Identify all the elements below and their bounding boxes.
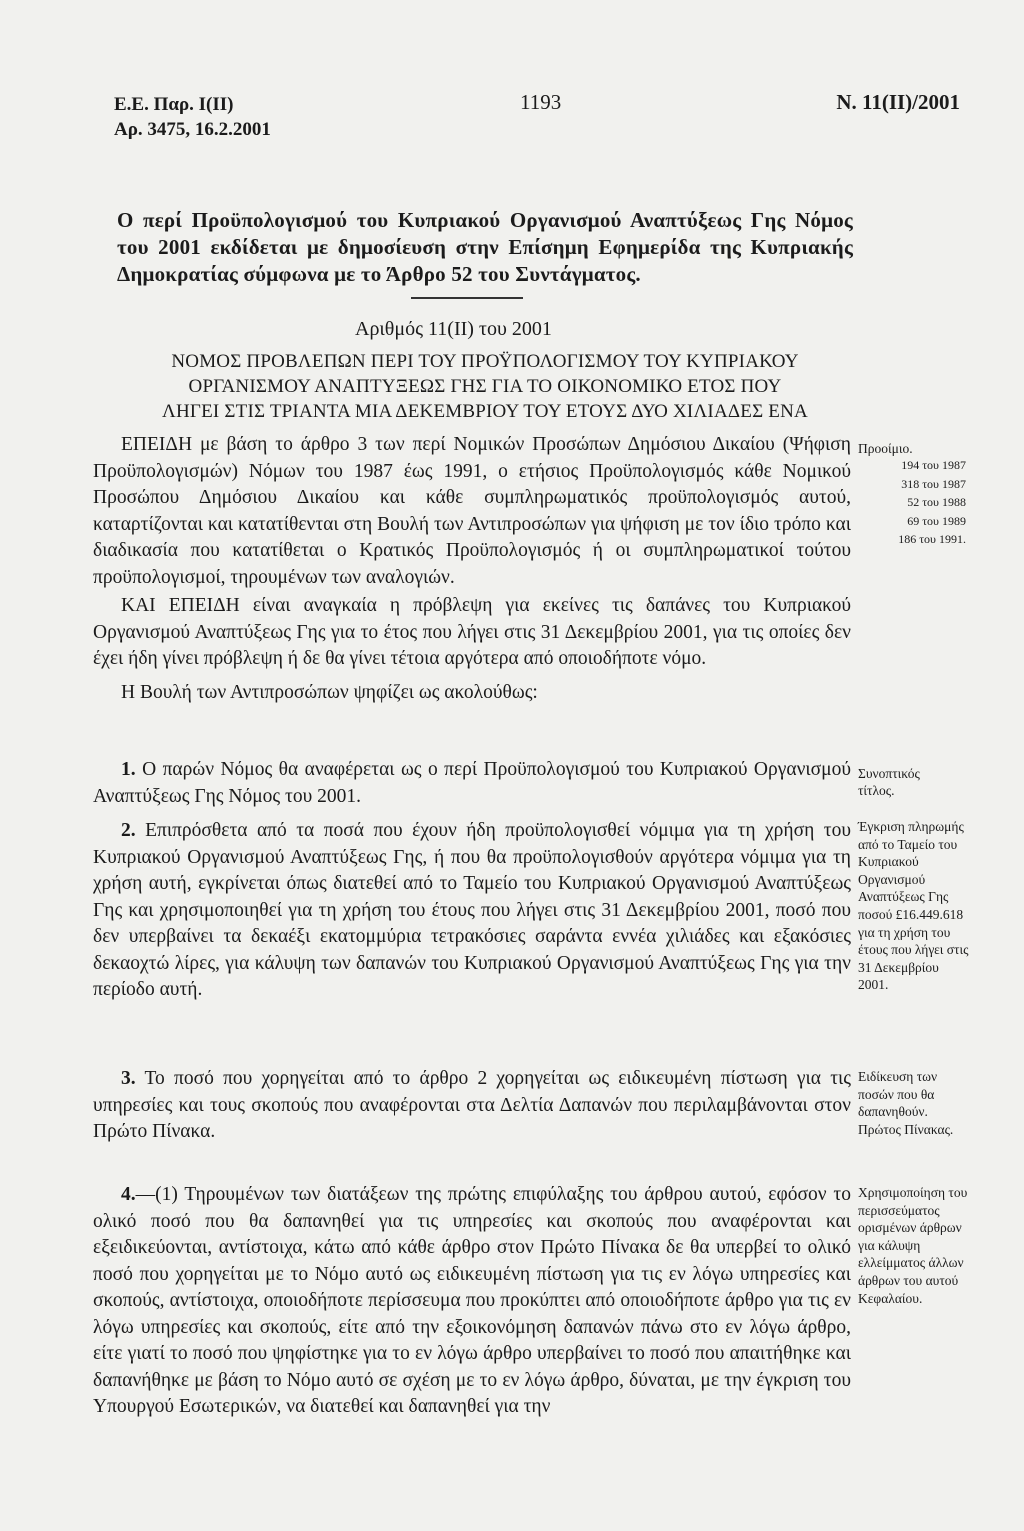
law-ref: 52 του 1988 [907,495,966,509]
law-ref: 194 του 1987 [901,458,966,472]
law-ref: 186 του 1991. [898,532,966,546]
gazette-issue: Αρ. 3475, 16.2.2001 [114,119,271,140]
margin-note-approval: Έγκριση πληρωμής από το Ταμείο του Κυπριακού Οργανισμού Αναπτύξεως Γης ποσού £16.449.618 για τη χρήση του έτους που λήγει στις 31 Δεκεμβρίου 2001. [858,819,969,993]
preamble [93,432,851,706]
law-reference: Ν. 11(ΙΙ)/2001 [836,90,960,114]
law-title-line: ΝΟΜΟΣ ΠΡΟΒΛΕΠΩΝ ΠΕΡΙ ΤΟΥ ΠΡΟΫΠΟΛΟΓΙΣΜΟΥ ΤΟΥ ΚΥΠΡΙΑΚΟΥ [171,351,799,372]
section-number: 3. [121,1068,136,1089]
gazette-reference [114,92,271,142]
divider [411,297,523,299]
margin-note-short-title: Συνοπτικός τίτλος. [858,766,920,798]
page-number: 1193 [520,90,562,114]
enacting-clause: Η Βουλή των Αντιπροσώπων ψηφίζει ως ακολούθως: [121,681,538,703]
law-ref: 318 του 1987 [901,476,966,491]
section-3 [93,1066,851,1146]
law-ref: 69 του 1989 [907,513,966,528]
margin-note-specialisation: Ειδίκευση των ποσών που θα δαπανηθούν. Πρώτος Πίνακας. [858,1069,954,1137]
section-number: 4. [121,1184,136,1205]
law-number: Αριθμός 11(ΙΙ) του 2001 [355,318,552,340]
preamble-paragraph-2: ΚΑΙ ΕΠΕΙΔΗ είναι αναγκαία η πρόβλεψη για εκείνες τις δαπάνες του Κυπριακού Οργανισμού Αναπτύξεως Γης για το έτος που λήγει στις 31 Δεκεμβρίου 2001, για τις οποίες δεν έχει ήδη γίνει πρόβλεψη ή δε θα γίνει τέτοια αργότερα από οποιοδήποτε νόμο. [93,595,851,669]
gazette-supplement: Ε.Ε. Παρ. Ι(ΙΙ) [114,94,234,115]
section-4 [93,1182,851,1421]
law-title-line: ΟΡΓΑΝΙΣΜΟΥ ΑΝΑΠΤΥΞΕΩΣ ΓΗΣ ΓΙΑ ΤΟ ΟΙΚΟΝΟΜΙΚΟ ΕΤΟΣ ΠΟΥ [188,376,782,397]
law-title-line: ΛΗΓΕΙ ΣΤΙΣ ΤΡΙΑΝΤΑ ΜΙΑ ΔΕΚΕΜΒΡΙΟΥ ΤΟΥ ΕΤΟΥΣ ΔΥΟ ΧΙΛΙΑΔΕΣ ΕΝΑ [162,401,808,422]
margin-note-surplus: Χρησιμοποίηση του περισσεύματος ορισμένων άρθρων για κάλυψη ελλείμματος άλλων άρθρων του αυτού Κεφαλαίου. [858,1185,968,1306]
preamble-paragraph-1: ΕΠΕΙΔΗ με βάση το άρθρο 3 των περί Νομικών Προσώπων Δημόσιου Δικαίου (Ψήφιση Προϋπολογισμών) Νόμων του 1987 έως 1991, ο ετήσιος Προϋπολογισμός κάθε Νομικού Προσώπου Δημόσιου Δικαίου και κάθε συμπληρωματικός προϋπολογισμός αυτού, καταρτίζονται και κατατίθενται στη Βουλή των Αντιπροσώπων για ψήφιση με τον ίδιο τρόπο και διαδικασία που κατατίθεται ο Κρατικός Προϋπολογισμός ή οι συμπληρωματικοί τούτου προϋπολογισμοί, τηρουμένων των αναλογιών. [93,434,851,588]
section-text: Ο παρών Νόμος θα αναφέρεται ως ο περί Προϋπολογισμού του Κυπριακού Οργανισμού Αναπτύξεως Γης Νόμος του 2001. [93,759,851,807]
section-number: 1. [121,759,136,780]
section-1 [93,757,851,810]
section-number: 2. [121,820,136,841]
law-title [116,349,854,424]
publication-notice: Ο περί Προϋπολογισμού του Κυπριακού Οργανισμού Αναπτύξεως Γης Νόμος του 2001 εκδίδεται με δημοσίευση στην Επίσημη Εφημερίδα της Κυπριακής Δημοκρατίας σύμφωνα με το Άρθρο 52 του Συντάγματος. [117,208,853,286]
section-text: Το ποσό που χορηγείται από το άρθρο 2 χορηγείται ως ειδικευμένη πίστωση για τις υπηρεσίες και τους σκοπούς που αναφέρονται στα Δελτία Δαπανών που περιλαμβάνονται στον Πρώτο Πίνακα. [93,1068,851,1142]
margin-note-law-refs [868,456,966,549]
section-2 [93,818,851,1004]
section-text: —(1) Τηρουμένων των διατάξεων της πρώτης επιφύλαξης του άρθρου αυτού, εφόσον το ολικό ποσό που θα δαπανηθεί για τις υπηρεσίες και σκοπούς που αναφέρονται και εξειδικεύονται, αντίστοιχα, κάτω από κάθε άρθρο στον Πρώτο Πίνακα δε θα υπερβεί το ολικό ποσό που χορηγείται με το Νόμο αυτό ως ειδικευμένη πίστωση για τις εν λόγω υπηρεσίες και σκοπούς, αντίστοιχα, οποιοδήποτε περίσσευμα που προκύπτει από οποιοδήποτε άρθρο για τις εν λόγω υπηρεσίες και σκοπούς, είτε από την εξοικονόμηση δαπανών πάνω στο εν λόγω άρθρο, είτε γιατί το ποσό που ψηφίστηκε για το εν λόγω άρθρο υπερβαίνει το ποσό που απαιτήθηκε και δαπανήθηκε με βάση το Νόμο αυτό σε σχέση με το εν λόγω άρθρο, δύναται, με την έγκριση του Υπουργού Εσωτερικών, να διατεθεί και δαπανηθεί για την [93,1184,851,1417]
margin-note-preamble: Προοίμιο. [858,441,913,456]
section-text: Επιπρόσθετα από τα ποσά που έχουν ήδη προϋπολογισθεί νόμιμα για τη χρήση του Κυπριακού Οργανισμού Αναπτύξεως Γης, ή που θα προϋπολογισθούν αργότερα νόμιμα για τη χρήση αυτή, εγκρίνεται όπως διατεθεί από το Ταμείο του Κυπριακού Οργανισμού Αναπτύξεως Γης και χρησιμοποιηθεί για τη χρήση του έτους που λήγει στις 31 Δεκεμβρίου 2001, ποσό που δεν υπερβαίνει τα δεκαέξι εκατομμύρια τετρακόσιες σαράντα εννέα χιλιάδες και εξακόσιες δεκαοχτώ λίρες, για κάλυψη των δαπανών του Κυπριακού Οργανισμού Αναπτύξεως Γης για την περίοδο αυτή. [93,820,851,1000]
